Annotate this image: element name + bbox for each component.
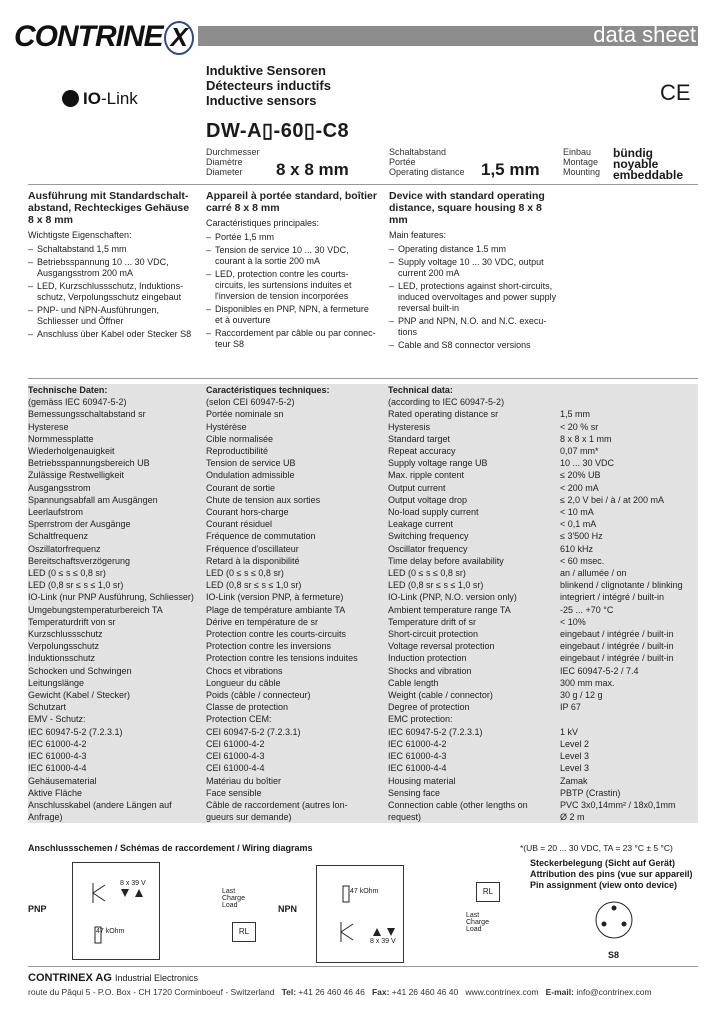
- table-cell: Courant résiduel: [206, 519, 273, 530]
- table-cell: Housing material: [388, 775, 456, 786]
- table-cell: CEI 61000-4-2: [206, 738, 265, 749]
- table-cell: LED (0,8 sr ≤ s ≤ 1,0 sr): [388, 580, 484, 591]
- table-cell: PVC 3x0,14mm² / 18x0,1mm: [560, 799, 676, 810]
- table-cell: Weight (cable / connector): [388, 690, 493, 701]
- diameter-label-en: Diameter: [206, 167, 243, 177]
- table-cell: Hysteresis: [388, 421, 431, 432]
- table-cell: eingebaut / intégrée / built-in: [560, 653, 674, 664]
- table-row: [28, 713, 698, 725]
- table-cell: Supply voltage range UB: [388, 458, 488, 469]
- table-cell: IEC 61000-4-3: [388, 751, 447, 762]
- table-cell: gueurs sur demande): [206, 812, 292, 823]
- table-cell: Oszillatorfrequenz: [28, 543, 101, 554]
- intro-de: Ausführung mit Standardschaltabstand, Rechteckiges Gehäuse 8 x 8 mm Wichtigste Eigenschaften: – Schaltabstand 1,5 mm – Betriebsspannung 10 ... 30 VDC, Ausgangsstrom 200 mA – LED, Kurzschlussschutz, Induktionsschutz, Verpolungsschutz eingebaut – PNP- und NPN-Ausführungen, Schliesser und Öffner – Anschluss über Kabel oder Stecker S8: [28, 190, 196, 342]
- table-cell: Level 2: [560, 738, 590, 749]
- iolink-icon: [62, 90, 79, 107]
- table-cell: < 20 % sr: [560, 421, 599, 432]
- table-row: [28, 689, 698, 701]
- table-row: [28, 628, 698, 640]
- table-cell: LED (0,8 sr ≤ s ≤ 1,0 sr): [206, 580, 302, 591]
- table-row: [28, 738, 698, 750]
- table-cell: No-load supply current: [388, 507, 479, 518]
- diameter-block: [206, 147, 260, 177]
- spec-table: [28, 384, 698, 823]
- table-cell: IEC 61000-4-4: [388, 763, 447, 774]
- diameter-value: 8 x 8 mm: [276, 160, 349, 179]
- table-cell: [560, 396, 698, 408]
- doc-type-label: data sheet: [593, 22, 696, 47]
- distance-block: Schaltabstand Portée Operating distance: [389, 147, 465, 177]
- table-cell: 1 kV: [560, 726, 579, 737]
- table-cell: LED (0 ≤ s ≤ 0,8 sr): [206, 568, 284, 579]
- table-row: [28, 518, 698, 530]
- table-row: [28, 567, 698, 579]
- table-row: [28, 665, 698, 677]
- table-cell: Switching frequency: [388, 531, 469, 542]
- table-row: [28, 677, 698, 689]
- mounting-block: Einbau Montage Mounting: [563, 147, 601, 177]
- table-cell: Ø 2 m: [560, 812, 585, 823]
- table-cell: eingebaut / intégrée / built-in: [560, 629, 674, 640]
- table-cell: eingebaut / intégrée / built-in: [560, 641, 674, 652]
- table-cell: Classe de protection: [206, 702, 289, 713]
- table-cell: Cable length: [388, 677, 439, 688]
- table-row: [28, 530, 698, 542]
- table-cell: EMC protection:: [388, 714, 453, 725]
- table-cell: Hysterese: [28, 421, 69, 432]
- table-cell: CEI 60947-5-2 (7.2.3.1): [206, 726, 301, 737]
- title-block: [206, 63, 331, 108]
- table-cell: (gemäss IEC 60947-5-2): [28, 397, 127, 408]
- table-cell: Leerlaufstrom: [28, 507, 84, 518]
- npn-res-label: 47 kOhm: [350, 888, 379, 895]
- npn-zener-label: 8 x 39 V: [370, 938, 396, 945]
- table-cell: Aktive Fläche: [28, 787, 83, 798]
- table-cell: LED (0 ≤ s ≤ 0,8 sr): [28, 568, 106, 579]
- intro-fr: Appareil à portée standard, boîtier carré 8 x 8 mm Caractéristiques principales: – Portée 1,5 mm – Tension de service 10 ... 30 VDC, courant à la sortie 200 mA – LED, protection contre les courts-circuits, les surtensions induites et l'inversion de tension incorporées – Disponibles en PNP, NPN, à fermeture et à ouverture – Raccordement par câble ou par connecteur S8: [206, 190, 378, 352]
- table-cell: IEC 60947-5-2 (7.2.3.1): [388, 726, 483, 737]
- table-cell: Courant de sortie: [206, 482, 276, 493]
- table-cell: LED (0 ≤ s ≤ 0,8 sr): [388, 568, 466, 579]
- divider: [28, 184, 698, 185]
- wiring-heading: Anschlussschemen / Schémas de raccordement / Wiring diagrams: [28, 843, 313, 853]
- table-row: [28, 543, 698, 555]
- table-row: [28, 396, 698, 408]
- table-cell: Max. ripple content: [388, 470, 465, 481]
- table-cell: 0,07 mm*: [560, 446, 599, 457]
- test-conditions-note: *(UB = 20 ... 30 VDC, TA = 23 °C ± 5 °C): [520, 843, 673, 853]
- table-cell: Degree of protection: [388, 702, 470, 713]
- table-row: [28, 787, 698, 799]
- table-cell: integriert / intégré / built-in: [560, 592, 665, 603]
- table-cell: Induktionsschutz: [28, 653, 96, 664]
- table-cell: Ondulation admissible: [206, 470, 295, 481]
- table-cell: < 10%: [560, 616, 586, 627]
- table-cell: < 0,1 mA: [560, 519, 597, 530]
- table-cell: Longueur du câble: [206, 677, 281, 688]
- table-cell: Voltage reversal protection: [388, 641, 495, 652]
- table-cell: Leitungslänge: [28, 677, 85, 688]
- table-cell: 10 ... 30 VDC: [560, 458, 615, 469]
- title-en: Inductive sensors: [206, 93, 317, 108]
- table-cell: blinkend / clignotante / blinking: [560, 580, 683, 591]
- table-cell: ≤ 2,0 V bei / à / at 200 mA: [560, 494, 664, 505]
- ce-mark: CE: [660, 80, 691, 105]
- table-cell: Ausgangsstrom: [28, 482, 91, 493]
- table-cell: Poids (câble / connecteur): [206, 690, 311, 701]
- table-cell: Rated operating distance sr: [388, 409, 499, 420]
- table-row: [28, 652, 698, 664]
- table-row: [28, 433, 698, 445]
- table-cell: Fréquence de commutation: [206, 531, 316, 542]
- diameter-label-de: Durchmesser: [206, 147, 260, 157]
- table-cell: Leakage current: [388, 519, 454, 530]
- table-row: [28, 591, 698, 603]
- footer-address: route du Pâqui 5 - P.O. Box - CH 1720 Corminboeuf - Switzerland Tel: +41 26 460 46 46 Fax: +41 26 460 46 40 www.contrinex.com E-mail: info@contrinex.com: [28, 987, 652, 997]
- table-cell: Shocks and vibration: [388, 665, 472, 676]
- table-cell: LED (0,8 sr ≤ s ≤ 1,0 sr): [28, 580, 124, 591]
- table-row: [28, 616, 698, 628]
- table-cell: [560, 713, 698, 725]
- table-cell: Protection contre les tensions induites: [206, 653, 358, 664]
- table-row: [28, 579, 698, 591]
- table-cell: Temperature drift of sr: [388, 616, 477, 627]
- pnp-load-label: Last Charge Load: [222, 888, 245, 909]
- table-row: [28, 421, 698, 433]
- table-cell: 300 mm max.: [560, 677, 615, 688]
- table-cell: request): [388, 812, 422, 823]
- npn-load-label: Last Charge Load: [466, 912, 489, 933]
- table-cell: Kurzschlussschutz: [28, 629, 103, 640]
- table-cell: IEC 61000-4-2: [28, 738, 87, 749]
- table-cell: Tension de service UB: [206, 458, 296, 469]
- table-cell: Courant hors-charge: [206, 507, 289, 518]
- iolink-logo: IO-Link: [62, 89, 138, 109]
- table-cell: Face sensible: [206, 787, 262, 798]
- table-row: [28, 408, 698, 420]
- table-cell: Bereitschaftsverzögerung: [28, 555, 131, 566]
- table-cell: CEI 61000-4-3: [206, 751, 265, 762]
- table-row: [28, 762, 698, 774]
- divider: [28, 378, 698, 379]
- table-row: [28, 750, 698, 762]
- table-cell: Spannungsabfall am Ausgängen: [28, 494, 158, 505]
- table-row: [28, 469, 698, 481]
- table-cell: (according to IEC 60947-5-2): [388, 397, 505, 408]
- table-cell: Standard target: [388, 433, 451, 444]
- pnp-circuit-box: [72, 862, 160, 960]
- pin-assignment: Steckerbelegung (Sicht auf Gerät) Attribution des pins (vue sur appareil) Pin assignment (view onto device): [530, 858, 693, 890]
- logo-x-mark: X: [164, 21, 194, 55]
- npn-circuit-box: [316, 865, 404, 963]
- table-cell: Induction protection: [388, 653, 467, 664]
- divider: [28, 966, 698, 967]
- table-cell: IO-Link (version PNP, à fermeture): [206, 592, 344, 603]
- model-number: DW-A▯-60▯-C8: [206, 120, 350, 142]
- footer-company: CONTRINEX AG Industrial Electronics: [28, 972, 199, 984]
- table-row: [28, 555, 698, 567]
- pnp-zener-label: 8 x 39 V: [120, 880, 146, 887]
- table-cell: Ambient temperature range TA: [388, 604, 511, 615]
- table-row: [28, 811, 698, 823]
- pnp-load-resistor: RL: [232, 922, 256, 942]
- contrinex-logo: CONTRINE X: [14, 20, 194, 55]
- table-cell: Plage de température ambiante TA: [206, 604, 346, 615]
- table-cell: CEI 61000-4-4: [206, 763, 265, 774]
- connector-label: S8: [608, 950, 620, 960]
- table-cell: Schocken und Schwingen: [28, 665, 132, 676]
- pnp-label: PNP: [28, 904, 47, 914]
- table-cell: IEC 61000-4-2: [388, 738, 447, 749]
- pnp-circuit-icon: [73, 863, 159, 959]
- s8-connector-icon: [592, 898, 636, 947]
- table-cell: Umgebungstemperaturbereich TA: [28, 604, 163, 615]
- table-cell: 610 kHz: [560, 543, 594, 554]
- table-cell: Dérive en température de sr: [206, 616, 319, 627]
- table-cell: Retard à la disponibilité: [206, 555, 300, 566]
- table-row: [28, 775, 698, 787]
- table-row: [28, 640, 698, 652]
- table-cell: IEC 61000-4-3: [28, 751, 87, 762]
- table-cell: Verpolungsschutz: [28, 641, 100, 652]
- table-row: [28, 445, 698, 457]
- table-cell: ≤ 20% UB: [560, 470, 601, 481]
- table-row: [28, 604, 698, 616]
- title-fr: Détecteurs inductifs: [206, 78, 331, 93]
- table-cell: Oscillator frequency: [388, 543, 468, 554]
- table-cell: 8 x 8 x 1 mm: [560, 433, 612, 444]
- table-cell: ≤ 3'500 Hz: [560, 531, 603, 542]
- table-cell: Sperrstrom der Ausgänge: [28, 519, 131, 530]
- table-cell: Wiederholgenauigkeit: [28, 446, 115, 457]
- table-cell: (selon CEI 60947-5-2): [206, 397, 295, 408]
- table-cell: IO-Link (nur PNP Ausführung, Schliesser): [28, 592, 194, 603]
- table-cell: -25 ... +70 °C: [560, 604, 614, 615]
- table-cell: an / allumée / on: [560, 568, 627, 579]
- table-cell: Betriebsspannungsbereich UB: [28, 458, 150, 469]
- table-cell: Câble de raccordement (autres lon-: [206, 799, 348, 810]
- table-cell: Level 3: [560, 763, 590, 774]
- table-cell: IO-Link (PNP, N.O. version only): [388, 592, 517, 603]
- table-cell: < 10 mA: [560, 507, 594, 518]
- table-cell: EMV - Schutz:: [28, 714, 86, 725]
- mounting-values: bündig noyable embeddable: [613, 146, 684, 182]
- npn-load-resistor: RL: [476, 882, 500, 902]
- distance-value: 1,5 mm: [481, 160, 540, 179]
- table-cell: Time delay before availability: [388, 555, 504, 566]
- pnp-res-label: 47 kOhm: [96, 928, 125, 935]
- table-cell: 30 g / 12 g: [560, 690, 603, 701]
- table-cell: IEC 60947-5-2 (7.2.3.1): [28, 726, 123, 737]
- table-cell: < 60 msec.: [560, 555, 605, 566]
- table-row: [28, 506, 698, 518]
- table-cell: Chute de tension aux sorties: [206, 494, 321, 505]
- table-cell: Schutzart: [28, 702, 67, 713]
- npn-label: NPN: [278, 904, 298, 914]
- table-cell: Schaltfrequenz: [28, 531, 89, 542]
- table-cell: Short-circuit protection: [388, 629, 479, 640]
- table-cell: Gewicht (Kabel / Stecker): [28, 690, 131, 701]
- table-cell: IEC 61000-4-4: [28, 763, 87, 774]
- diameter-label-fr: Diamètre: [206, 157, 243, 167]
- table-cell: Zulässige Restwelligkeit: [28, 470, 125, 481]
- table-cell: Protection contre les courts-circuits: [206, 629, 347, 640]
- table-cell: Fréquence d'oscillateur: [206, 543, 299, 554]
- table-cell: Temperaturdrift von sr: [28, 616, 116, 627]
- table-cell: Repeat accuracy: [388, 446, 456, 457]
- table-cell: IEC 60947-5-2 / 7.4: [560, 665, 639, 676]
- table-cell: Sensing face: [388, 787, 441, 798]
- table-cell: Connection cable (other lengths on: [388, 799, 528, 810]
- table-cell: Hystérèse: [206, 421, 247, 432]
- table-cell: PBTP (Crastin): [560, 787, 621, 798]
- table-row: [28, 799, 698, 811]
- table-cell: Output current: [388, 482, 446, 493]
- table-cell: Chocs et vibrations: [206, 665, 283, 676]
- table-cell: Protection contre les inversions: [206, 641, 332, 652]
- table-cell: Anschlusskabel (andere Längen auf: [28, 799, 172, 810]
- table-cell: Zamak: [560, 775, 588, 786]
- table-row: [28, 482, 698, 494]
- table-cell: Portée nominale sn: [206, 409, 284, 420]
- table-cell: Gehäusematerial: [28, 775, 97, 786]
- table-cell: IP 67: [560, 702, 581, 713]
- table-cell: Normmessplatte: [28, 433, 94, 444]
- table-cell: Matériau du boîtier: [206, 775, 282, 786]
- table-header: Technische Daten: Caractéristiques techniques: Technical data:: [28, 385, 453, 395]
- table-cell: 1,5 mm: [560, 409, 591, 420]
- table-row: [28, 494, 698, 506]
- npn-circuit-icon: [317, 866, 403, 962]
- table-cell: Anfrage): [28, 812, 63, 823]
- table-row: [28, 701, 698, 713]
- intro-en: Device with standard operating distance, square housing 8 x 8 mm Main features: – Operating distance 1.5 mm – Supply voltage 10 ... 30 VDC, output current 200 mA – LED, protections against short-circuits, induced overvoltages and power supply reversal built-in – PNP and NPN, N.O. and N.C. executions – Cable and S8 connector versions: [389, 190, 557, 353]
- table-row: [28, 726, 698, 738]
- table-cell: Level 3: [560, 751, 590, 762]
- table-cell: < 200 mA: [560, 482, 599, 493]
- title-de: Induktive Sensoren: [206, 63, 326, 78]
- table-cell: Cible normalisée: [206, 433, 274, 444]
- table-cell: Protection CEM:: [206, 714, 272, 725]
- table-cell: Bemessungsschaltabstand sr: [28, 409, 146, 420]
- table-cell: Output voltage drop: [388, 494, 468, 505]
- table-row: [28, 457, 698, 469]
- table-cell: Reproductibilité: [206, 446, 269, 457]
